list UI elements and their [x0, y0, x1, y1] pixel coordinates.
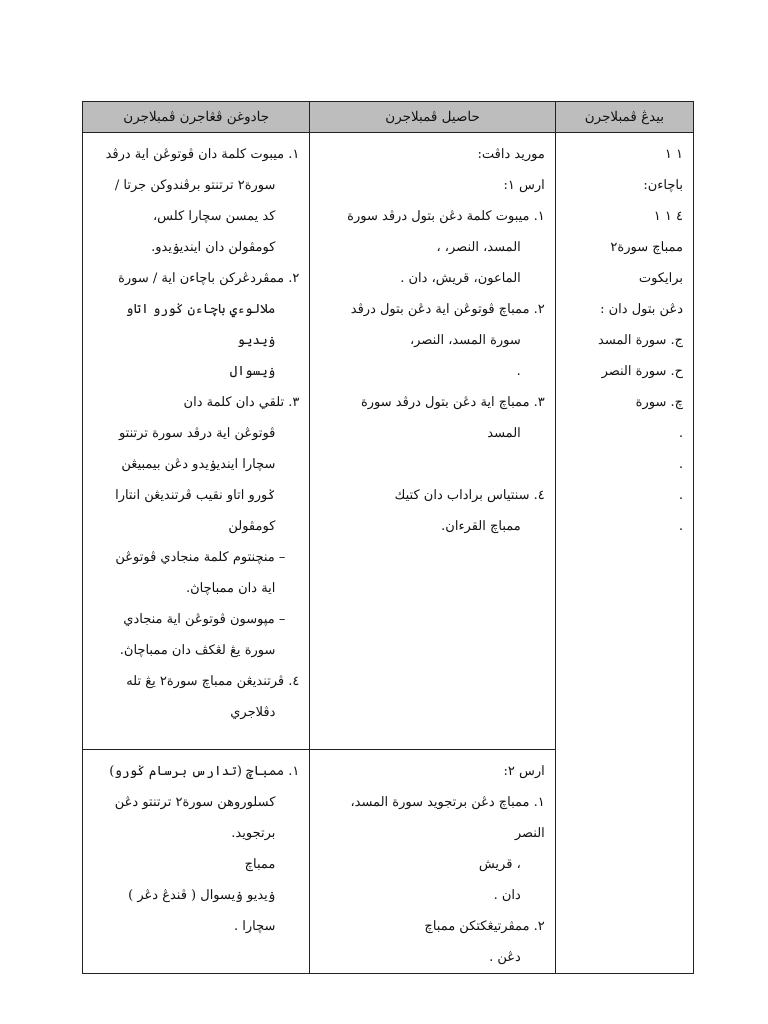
- text-line: .: [678, 488, 683, 503]
- text-line: دڤلاجري: [230, 705, 276, 720]
- text-line: ح. سورة النصر: [601, 364, 683, 379]
- text-line: المسد: [487, 426, 521, 441]
- suggestions-level-1-content: [83, 133, 309, 728]
- text-line: ارس ١:: [503, 178, 545, 193]
- body-row-level-1: [83, 133, 694, 750]
- text-line: ٤ ١ ١: [653, 209, 683, 224]
- text-line: سورة يڠ لڠكڤ دان ممباچاڽ.: [119, 643, 276, 658]
- text-line: اية دان ممباچاڽ.: [185, 581, 276, 596]
- text-line: ۏيديو ۏيسوال ( ڤندڠ دڠر ): [128, 888, 276, 903]
- text-line: دڠن .: [489, 950, 521, 965]
- text-line: ۏيسوال: [229, 364, 276, 379]
- learning-area-content: [556, 133, 693, 542]
- header-teaching-suggestions: جادوغن ڤڠاجرن ڤمبلاجرن: [83, 102, 310, 133]
- text-line: كسلوروهن سورة٢ ترتنتو دڠن: [114, 795, 276, 810]
- curriculum-table: [82, 101, 694, 974]
- text-line: دڠن بتول دان :: [600, 302, 683, 317]
- text-line: الماعون، قريش، دان .: [400, 271, 521, 286]
- text-line: ٤. ڤرتنديڠن ممباچ سورة٢ يڠ تله: [126, 674, 300, 689]
- text-line: كومڤولن دان اينديۏيدو.: [151, 240, 276, 255]
- text-line: ١. ممباچ دڠن برتجويد سورة المسد، النصر: [350, 795, 545, 841]
- text-line: – منچنتوم كلمة منجادي ڤوتوڠن: [115, 550, 286, 565]
- text-line: سورة المسد، النصر،: [409, 333, 521, 348]
- suggestions-level-2-cell: [83, 750, 310, 974]
- text-line: ٢. ممباچ ڤوتوڠن اية دڠن بتول درڤد: [350, 302, 545, 317]
- outcomes-level-1-content: [310, 133, 554, 542]
- suggestions-level-2-content: [83, 750, 309, 942]
- text-line: سچارا .: [233, 919, 276, 934]
- text-line: ٣. ممباچ اية دڠن بتول درڤد سورة: [360, 395, 545, 410]
- text-line: برتجويد.: [231, 826, 276, 841]
- text-line: ارس ٢:: [503, 764, 545, 779]
- text-line: ملالوءي باچاءن ݢورو اتاو ۏيديو: [125, 302, 276, 348]
- text-line: [318, 449, 544, 480]
- text-line: سورة٢ ترتنتو برڤندوكن جرتا /: [114, 178, 276, 193]
- text-line: باچاءن:: [643, 178, 683, 193]
- text-line: ١. ميبوت كلمة دان ڤوتوڠن اية درڤد: [105, 147, 300, 162]
- text-line: ممباچ سورة٢ برايكوت: [610, 240, 683, 286]
- text-line: سچارا اينديۏيدو دڠن بيمبيڠن: [121, 457, 276, 472]
- text-line: ج. سورة المسد: [598, 333, 683, 348]
- text-line: كد يمسن سچارا كلس،: [152, 209, 276, 224]
- text-line: چ. سورة: [635, 395, 683, 410]
- header-learning-area: بيدڠ ڤمبلاجرن: [555, 102, 693, 133]
- text-line: ٤. سنتياس براداب دان كتيك: [394, 488, 545, 503]
- text-line: .: [678, 426, 683, 441]
- text-line: – مڽوسون ڤوتوڠن اية منجادي: [123, 612, 286, 627]
- text-line: ڤوتوڠن اية درڤد سورة ترتنتو: [118, 426, 276, 441]
- outcomes-level-2-content: [310, 750, 554, 973]
- suggestions-level-1-cell: [83, 133, 310, 750]
- header-row: [83, 102, 694, 133]
- text-line: ١ ١: [664, 147, 683, 162]
- outcomes-level-1-cell: [310, 133, 555, 750]
- text-line: دان .: [493, 888, 521, 903]
- learning-area-cell: [555, 133, 693, 974]
- text-line: .: [516, 364, 521, 379]
- text-line: المسد، النصر، ،: [436, 240, 521, 255]
- outcomes-level-2-cell: [310, 750, 555, 974]
- text-line: .: [678, 519, 683, 534]
- text-line: ١. ميبوت كلمة دڠن بتول درڤد سورة: [347, 209, 545, 224]
- text-line: ٣. تلقي دان كلمة دان: [183, 395, 300, 410]
- text-line: كومڤولن: [228, 519, 276, 534]
- text-line: ١. ممباچ (تدارس برسام ݢورو): [109, 764, 300, 779]
- text-line: .: [678, 457, 683, 472]
- text-line: ٢. ممڤرتيڠكتكن ممباچ: [424, 919, 545, 934]
- text-line: ٢. ممڤردڠركن باچاءن اية / سورة: [118, 271, 300, 286]
- text-line: ، قريش: [478, 857, 521, 872]
- text-line: ممباچ القرءان.: [441, 519, 521, 534]
- text-line: موريد داڤت:: [477, 147, 545, 162]
- text-line: ممباچ: [244, 857, 276, 872]
- text-line: ݢورو اتاو نقيب ڤرتنديڠن انتارا: [115, 488, 276, 503]
- header-learning-outcomes: حاصيل ڤمبلاجرن: [310, 102, 555, 133]
